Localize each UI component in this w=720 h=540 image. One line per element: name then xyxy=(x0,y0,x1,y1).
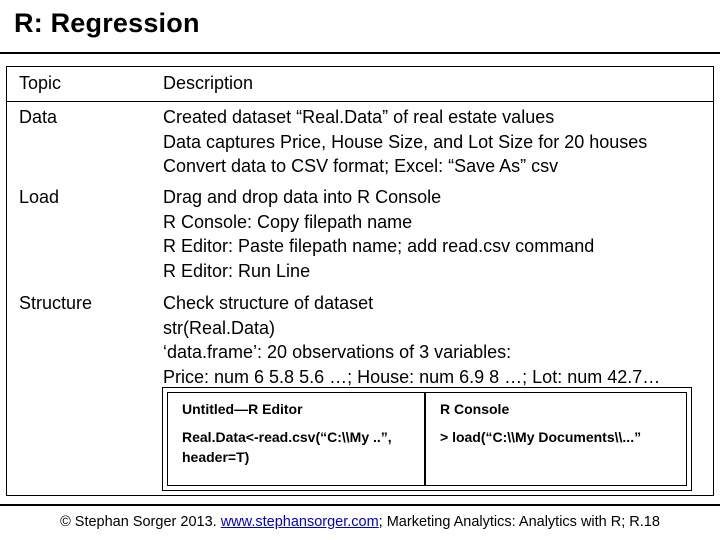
description-line: R Editor: Run Line xyxy=(163,260,311,281)
row-description xyxy=(163,105,647,179)
description-line: ‘data.frame’: 20 observations of 3 variables: xyxy=(163,342,512,362)
footer xyxy=(0,514,720,530)
row-topic: Load xyxy=(19,187,60,207)
footer-divider xyxy=(0,504,720,506)
description-line: Drag and drop data into R Console xyxy=(163,187,442,207)
slide-title: R: Regression xyxy=(14,8,200,38)
code-line: Real.Data<-read.csv(“C:\\My ..”, xyxy=(182,429,392,445)
row-topic: Structure xyxy=(19,293,93,313)
r-console-code xyxy=(440,427,641,447)
r-console-pane xyxy=(425,392,687,486)
description-line: Check structure of dataset xyxy=(163,293,374,313)
description-line: Created dataset “Real.Data” of real estate values xyxy=(163,107,555,127)
footer-course: ; Marketing Analytics: Analytics with R; R.18 xyxy=(378,514,660,530)
topic-table xyxy=(6,66,714,496)
r-editor-title: Untitled—R Editor xyxy=(182,401,303,417)
r-editor-pane xyxy=(167,392,425,486)
footer-link[interactable]: www.stephansorger.com xyxy=(220,514,379,530)
header-divider xyxy=(7,101,713,102)
row-description xyxy=(163,185,594,283)
description-line: R Console: Copy filepath name xyxy=(163,211,413,232)
footer-copyright: © Stephan Sorger 2013. xyxy=(60,514,221,530)
r-editor-code xyxy=(182,427,392,467)
row-description xyxy=(163,291,660,389)
code-line: > load(“C:\\My Documents\\...” xyxy=(440,429,642,445)
r-console-title: R Console xyxy=(440,401,510,417)
code-line: header=T) xyxy=(182,449,250,465)
row-topic: Data xyxy=(19,107,58,127)
description-line: Data captures Price, House Size, and Lot Size for 20 houses xyxy=(163,131,648,152)
description-line: str(Real.Data) xyxy=(163,317,276,338)
header-description: Description xyxy=(163,73,254,93)
description-line: R Editor: Paste filepath name; add read.csv command xyxy=(163,236,595,256)
title-divider xyxy=(0,52,720,54)
r-windows-illustration xyxy=(162,387,692,491)
description-line: Price: num 6 5.8 5.6 …; House: num 6.9 8 …; Lot: num 42.7… xyxy=(163,366,661,387)
description-line: Convert data to CSV format; Excel: “Save As” csv xyxy=(163,156,559,176)
header-topic: Topic xyxy=(19,73,62,93)
